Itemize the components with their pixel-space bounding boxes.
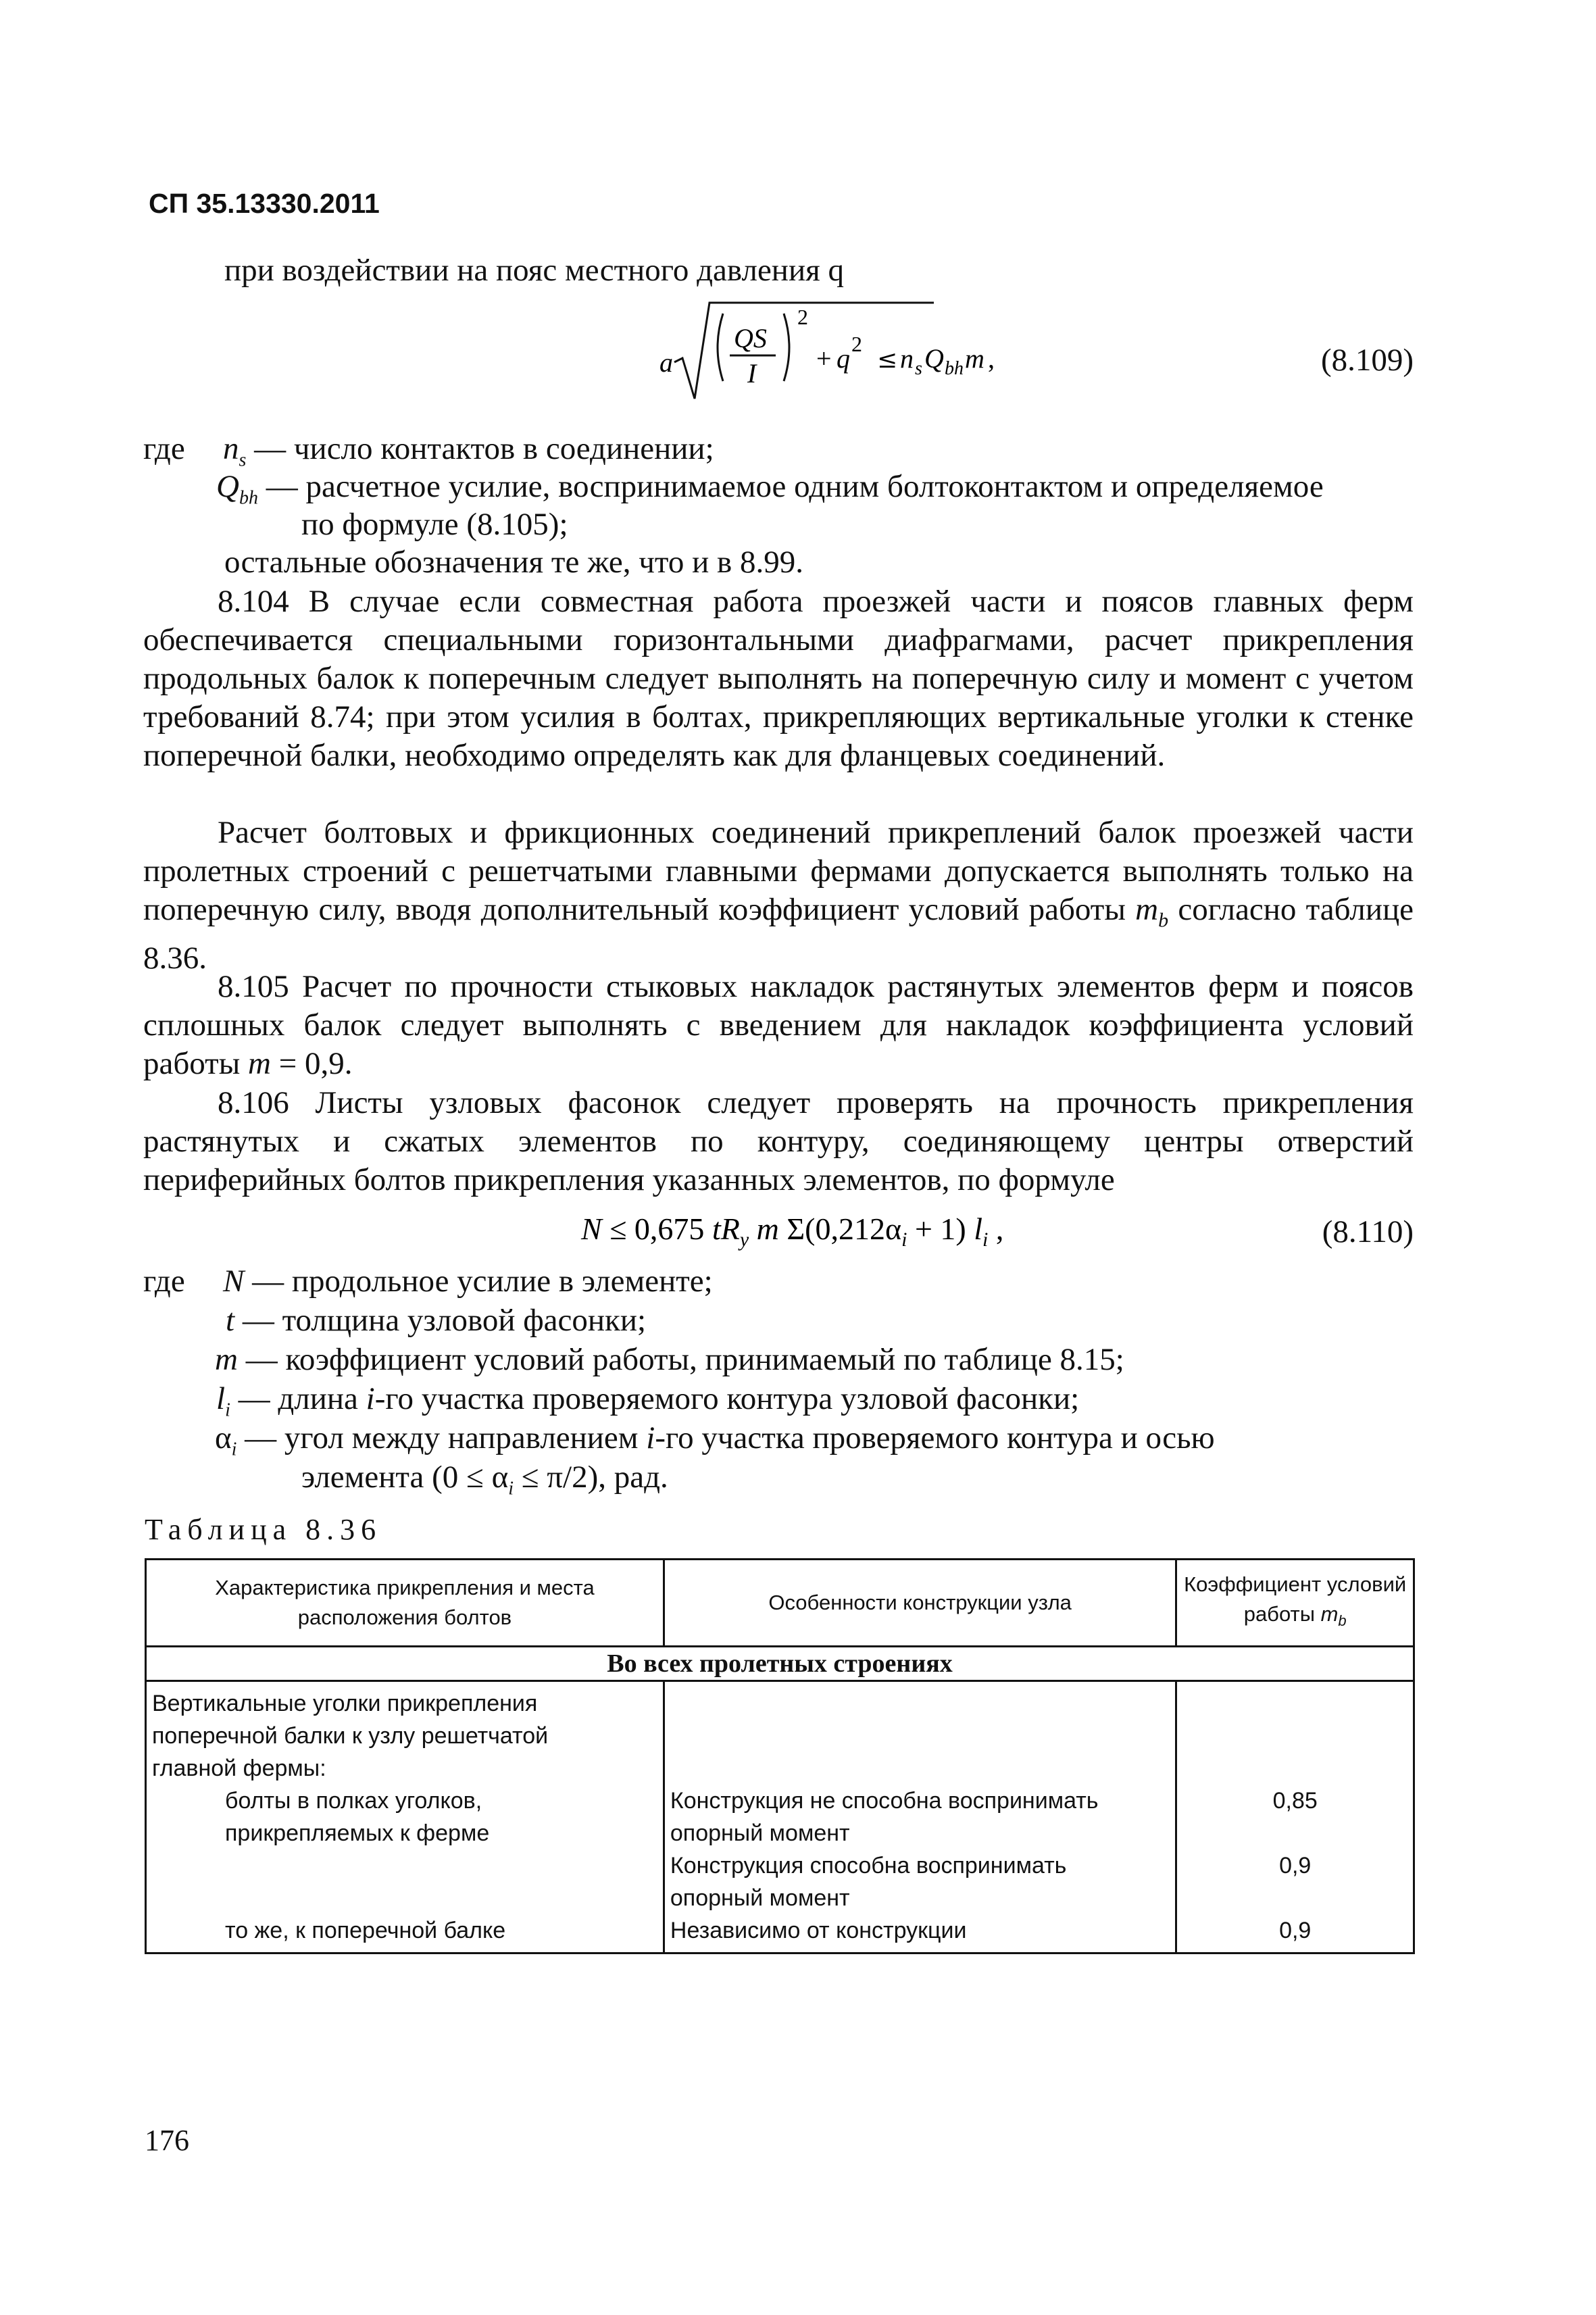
legend-alpha-cont: элемента $(0 \le \alpha_i \le \pi/2)$, рад. xyxy=(301,1460,668,1499)
paragraph-8-104: 8.104 В случае если совместная работа проезжей части и поясов главных ферм обеспечивается специальными горизонтальными диафрагмами, расчет прикрепления продольных балок к поперечным следует выполнять на поперечную силу и момент с учетом требований 8.74; при этом усилия в болтах, прикрепляющих вертикальные уголки к стенке поперечной балки, необходимо определять как для фланцевых соединений. xyxy=(143,584,1414,773)
table-header-row xyxy=(146,1560,1414,1647)
table-cell xyxy=(1176,1681,1414,1785)
legend-ns: $n_s$ — число контактов в соединении; xyxy=(223,431,714,471)
table-cell: то же, к поперечной балке xyxy=(146,1914,664,1953)
legend-other: остальные обозначения те же, что и в 8.99. xyxy=(224,545,803,580)
document-code: СП 35.13330.2011 xyxy=(149,188,380,219)
svg-text:QS: QS xyxy=(734,323,767,353)
paragraph-calculation: Расчет болтовых и фрикционных соединений прикреплений балок проезжей части пролетных строений с решетчатыми главными фермами допускается выполнять только на поперечную силу, вводя дополнительный коэффициент условий работы $m_b$ согласно таблице 8.36. xyxy=(143,815,1414,976)
formula-number-8-109: (8.109) xyxy=(1320,343,1414,378)
table-header-coefficient: Коэффициент условий работы $m_b$ xyxy=(1176,1560,1414,1647)
svg-text:≤: ≤ xyxy=(877,346,898,374)
legend-where-2: где xyxy=(143,1264,185,1299)
paragraph-8-105: 8.105 Расчет по прочности стыковых накладок растянутых элементов ферм и поясов сплошных балок следует выполнять с введением для накладок коэффициента условий работы m = 0,9. xyxy=(143,969,1414,1081)
paragraph-8-106: 8.106 Листы узловых фасонок следует проверять на прочность прикрепления растянутых и сжатых элементов по контуру, соединяющему центры отверстий периферийных болтов прикрепления указанных элементов, по формуле xyxy=(143,1085,1414,1197)
table-cell: 0,9 xyxy=(1176,1914,1414,1953)
legend-qbh: $Q_{bh}$ — расчетное усилие, воспринимаемое одним болтоконтактом и определяемое xyxy=(216,469,1324,509)
svg-text:Q: Q xyxy=(924,343,944,374)
legend-t: t — толщина узловой фасонки; xyxy=(226,1303,647,1338)
table-row xyxy=(146,1681,1414,1785)
page-number: 176 xyxy=(145,2124,189,2157)
svg-text:2: 2 xyxy=(797,305,808,329)
svg-text:,: , xyxy=(988,343,995,374)
svg-text:q: q xyxy=(837,343,850,374)
svg-text:bh: bh xyxy=(945,358,964,379)
table-cell: болты в полках уголков, прикрепляемых к ферме xyxy=(146,1785,664,1849)
table-cell: 0,9 xyxy=(1176,1849,1414,1914)
legend-qbh-cont: по формуле (8.105); xyxy=(301,507,568,542)
svg-text:s: s xyxy=(915,358,922,379)
table-cell xyxy=(146,1849,664,1914)
legend-where-1: где xyxy=(143,431,185,466)
legend-alpha: $\alpha_i$ — угол между направлением i-го участка проверяемого контура и осью xyxy=(215,1420,1215,1460)
legend-n: N — продольное усилие в элементе; xyxy=(223,1264,713,1299)
table-section-title: Во всех пролетных строениях xyxy=(146,1647,1414,1681)
table-caption: Таблица 8.36 xyxy=(145,1513,382,1546)
table-cell: Вертикальные уголки прикрепления поперечной балки к узлу решетчатой главной фермы: xyxy=(146,1681,664,1785)
legend-m: m — коэффициент условий работы, принимаемый по таблице 8.15; xyxy=(215,1342,1124,1377)
formula-8-109 xyxy=(655,297,1034,405)
table-header-features: Особенности конструкции узла xyxy=(664,1560,1176,1647)
table-cell xyxy=(664,1681,1176,1785)
formula-8-110 xyxy=(581,1207,1068,1254)
svg-text:a: a xyxy=(659,347,673,378)
table-row xyxy=(146,1785,1414,1849)
table-section-row xyxy=(146,1647,1414,1681)
table-cell: Конструкция не способна воспринимать опорный момент xyxy=(664,1785,1176,1849)
svg-text:2: 2 xyxy=(851,332,862,356)
table-8-36 xyxy=(145,1558,1415,1954)
table-cell: Конструкция способна воспринимать опорный момент xyxy=(664,1849,1176,1914)
svg-text:N ≤ 0,675 tRy m Σ(0,212αi + 1): N ≤ 0,675 $tR_y$ m $\Sigma(0,212\alpha_i + 1)$ $l_i$ , xyxy=(581,1212,1004,1251)
table-cell: Независимо от конструкции xyxy=(664,1914,1176,1953)
intro-line: при воздействии на пояс местного давления q xyxy=(224,253,844,288)
table-cell: 0,85 xyxy=(1176,1785,1414,1849)
svg-text:I: I xyxy=(747,358,757,389)
svg-text:m: m xyxy=(965,343,984,374)
table-row xyxy=(146,1849,1414,1914)
svg-text:+: + xyxy=(816,343,832,374)
table-header-characteristic: Характеристика прикрепления и места расположения болтов xyxy=(146,1560,664,1647)
legend-li: $l_i$ — длина i-го участка проверяемого контура узловой фасонки; xyxy=(216,1381,1080,1421)
svg-text:n: n xyxy=(900,343,914,374)
formula-number-8-110: (8.110) xyxy=(1322,1214,1414,1249)
table-row xyxy=(146,1914,1414,1953)
